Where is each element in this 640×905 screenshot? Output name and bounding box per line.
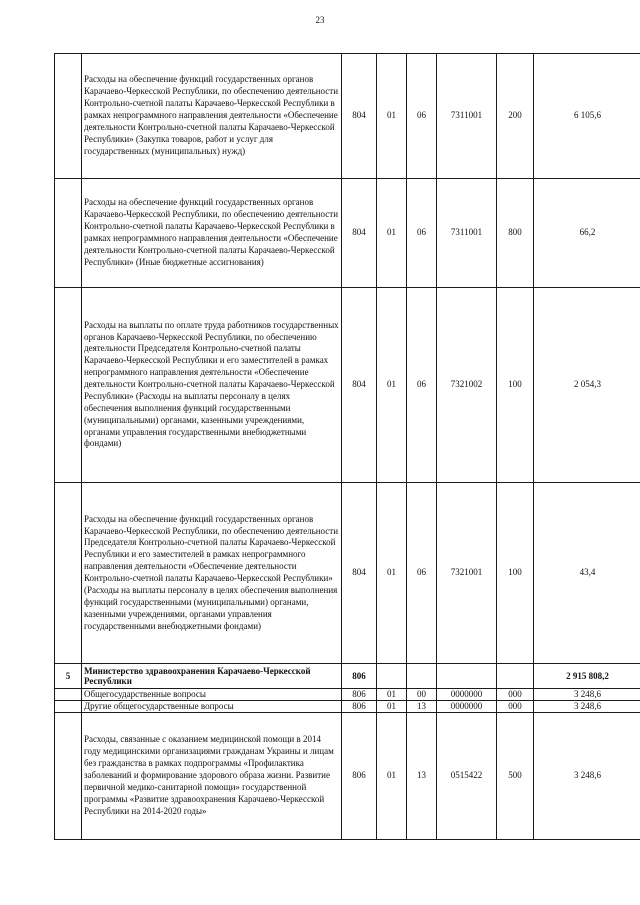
row-subsection: 13 <box>407 713 437 840</box>
row-number: 5 <box>55 664 82 689</box>
row-section: 01 <box>377 288 407 483</box>
row-subsection: 06 <box>407 483 437 664</box>
row-amount: 3 248,6 <box>534 701 640 713</box>
table-row <box>55 483 640 664</box>
row-amount: 2 054,3 <box>534 288 640 483</box>
row-target-article: 0515422 <box>437 713 497 840</box>
row-target-article: 7311001 <box>437 179 497 288</box>
page-number: 23 <box>315 15 325 25</box>
row-target-article <box>437 664 497 689</box>
row-amount: 6 105,6 <box>534 54 640 179</box>
row-name: Общегосударственные вопросы <box>82 689 342 701</box>
row-expense-type: 100 <box>497 288 534 483</box>
row-section: 01 <box>377 179 407 288</box>
table-row <box>55 713 640 840</box>
row-ministry-code: 804 <box>342 54 377 179</box>
row-section: 01 <box>377 701 407 713</box>
row-ministry-code: 806 <box>342 664 377 689</box>
row-amount: 3 248,6 <box>534 713 640 840</box>
table-row <box>55 54 640 179</box>
row-section: 01 <box>377 713 407 840</box>
row-section: 01 <box>377 689 407 701</box>
row-name: Расходы на обеспечение функций государственных органов Карачаево-Черкесской Республики, по обеспечению деятельности Контрольно-счетной палаты Карачаево-Черкесской Республики в рамках непрограммного направления деятельности «Обеспечение деятельности Контрольно-счетной палаты Карачаево-Черкесской Республики» (Иные бюджетные ассигнования) <box>82 179 342 288</box>
row-expense-type: 100 <box>497 483 534 664</box>
row-number <box>55 483 82 664</box>
row-section: 01 <box>377 483 407 664</box>
row-name: Расходы на обеспечение функций государственных органов Карачаево-Черкесской Республики, по обеспечению деятельности Контрольно-счетной палаты Карачаево-Черкесской Республики в рамках непрограммного направления деятельности «Обеспечение деятельности Контрольно-счетной палаты Карачаево-Черкесской Республики» (Закупка товаров, работ и услуг для государственных (муниципальных) нужд) <box>82 54 342 179</box>
row-target-article: 0000000 <box>437 689 497 701</box>
row-expense-type: 000 <box>497 701 534 713</box>
table-row <box>55 288 640 483</box>
row-subsection <box>407 664 437 689</box>
row-target-article: 7311001 <box>437 54 497 179</box>
row-name: Расходы на выплаты по оплате труда работников государственных органов Карачаево-Черкесской Республики, по обеспечению деятельности Председателя Контрольно-счетной палаты Карачаево-Черкесской Республики и его заместителей в рамках непрограммного направления деятельности «Обеспечение деятельности Контрольно-счетной палаты Карачаево-Черкесской Республики» (Расходы на выплаты персоналу в целях обеспечения выполнения функций государственными (муниципальными) органами, казенными учреждениями, органами управления государственными внебюджетными фондами) <box>82 288 342 483</box>
row-expense-type <box>497 664 534 689</box>
row-number <box>55 701 82 713</box>
row-number <box>55 288 82 483</box>
row-number <box>55 689 82 701</box>
row-subsection: 13 <box>407 701 437 713</box>
row-subsection: 06 <box>407 288 437 483</box>
row-expense-type: 000 <box>497 689 534 701</box>
table-row <box>55 179 640 288</box>
row-subsection: 06 <box>407 54 437 179</box>
row-number <box>55 179 82 288</box>
row-name: Расходы, связанные с оказанием медицинской помощи в 2014 году медицинскими организациями гражданам Украины и лицам без гражданства в рамках подпрограммы «Профилактика заболеваний и формирование здорового образа жизни. Развитие первичной медико-санитарной помощи» государственной программы «Развитие здравоохранения Карачаево-Черкесской Республики на 2014-2020 годы» <box>82 713 342 840</box>
row-subsection: 00 <box>407 689 437 701</box>
row-number <box>55 54 82 179</box>
row-section: 01 <box>377 54 407 179</box>
row-section <box>377 664 407 689</box>
table-row <box>55 689 640 701</box>
row-number <box>55 713 82 840</box>
table-row <box>55 701 640 713</box>
row-subsection: 06 <box>407 179 437 288</box>
row-name: Другие общегосударственные вопросы <box>82 701 342 713</box>
row-ministry-code: 806 <box>342 701 377 713</box>
row-target-article: 7321001 <box>437 483 497 664</box>
row-ministry-code: 804 <box>342 179 377 288</box>
row-amount: 66,2 <box>534 179 640 288</box>
row-amount: 3 248,6 <box>534 689 640 701</box>
row-name: Министерство здравоохранения Карачаево-Черкесской Республики <box>82 664 342 689</box>
budget-table <box>54 53 640 840</box>
row-expense-type: 800 <box>497 179 534 288</box>
row-ministry-code: 804 <box>342 483 377 664</box>
table-row <box>55 664 640 689</box>
row-target-article: 7321002 <box>437 288 497 483</box>
row-ministry-code: 806 <box>342 689 377 701</box>
row-ministry-code: 806 <box>342 713 377 840</box>
row-ministry-code: 804 <box>342 288 377 483</box>
row-amount: 2 915 808,2 <box>534 664 640 689</box>
row-expense-type: 500 <box>497 713 534 840</box>
row-name: Расходы на обеспечение функций государственных органов Карачаево-Черкесской Республики, по обеспечению деятельности Председателя Контрольно-счетной палаты Карачаево-Черкесской Республики и его заместителей в рамках непрограммного направления деятельности «Обеспечение деятельности Контрольно-счетной палаты Карачаево-Черкесской Республики» (Расходы на выплаты персоналу в целях обеспечения выполнения функций государственными (муниципальными) органами, казенными учреждениями, органами управления государственными внебюджетными фондами) <box>82 483 342 664</box>
row-target-article: 0000000 <box>437 701 497 713</box>
row-expense-type: 200 <box>497 54 534 179</box>
row-amount: 43,4 <box>534 483 640 664</box>
